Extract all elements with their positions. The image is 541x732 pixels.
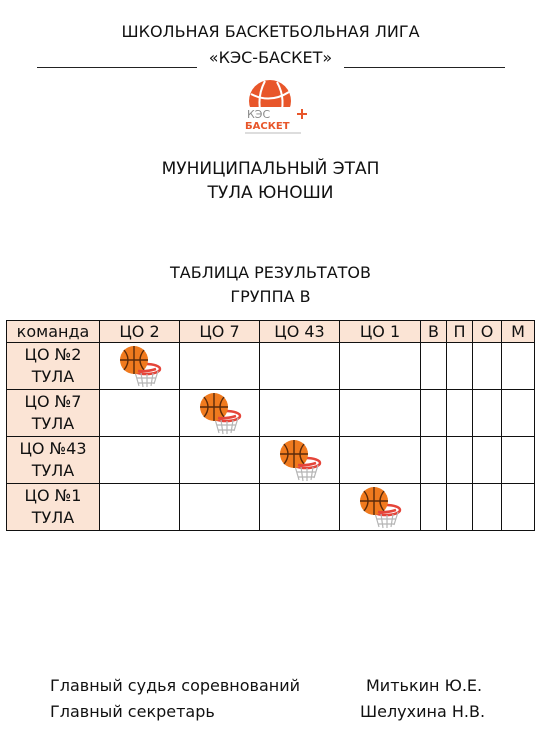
stat-cell [447,437,473,484]
col-place: М [502,321,535,343]
stat-cell [502,484,535,531]
result-cell [100,390,180,437]
chief-judge-name: Митькин Ю.Е. [366,676,483,695]
table-row [7,437,535,484]
stat-cell [473,484,502,531]
basketball-hoop-icon [276,439,324,483]
stat-cell [473,343,502,390]
left-underline [37,67,197,68]
stage-title [0,157,541,205]
team-cell [7,437,100,484]
header-row [7,321,535,343]
stat-cell [473,390,502,437]
team-city: ТУЛА [31,508,75,527]
stat-cell [421,437,447,484]
stat-cell [447,484,473,531]
table-row [7,343,535,390]
result-cell [260,343,340,390]
col-team: команда [7,321,100,343]
basketball-hoop-icon [116,345,164,389]
team-name: ЦО №43 [19,439,87,458]
result-cell [100,484,180,531]
team-name: ЦО №1 [24,486,82,505]
club-name: «КЭС-БАСКЕТ» [208,48,333,67]
basketball-hoop-icon [196,392,244,436]
chief-judge-label: Главный судья соревнований [50,676,301,695]
results-heading: ТАБЛИЦА РЕЗУЛЬТАТОВ [170,263,371,282]
team-cell [7,484,100,531]
stat-cell [473,437,502,484]
result-cell [340,390,421,437]
result-cell [260,390,340,437]
team-cell [7,343,100,390]
table-row [7,484,535,531]
result-cell [260,484,340,531]
team-city: ТУЛА [31,367,75,386]
chief-secretary-name: Шелухина Н.В. [360,702,486,721]
result-cell [180,484,260,531]
team-cell [7,390,100,437]
team-city: ТУЛА [31,461,75,480]
result-cell [340,343,421,390]
result-cell [180,343,260,390]
results-table [6,320,535,531]
col-co43: ЦО 43 [260,321,340,343]
kes-basket-logo [241,80,311,136]
result-cell [340,437,421,484]
col-co1: ЦО 1 [340,321,421,343]
club-line [37,48,505,70]
chief-secretary-label: Главный секретарь [50,702,215,721]
team-name: ЦО №2 [24,345,82,364]
stat-cell [447,390,473,437]
league-title: ШКОЛЬНАЯ БАСКЕТБОЛЬНАЯ ЛИГА [121,22,420,41]
diagonal-cell [180,390,260,437]
col-points: О [473,321,502,343]
stat-cell [421,390,447,437]
stat-cell [421,484,447,531]
col-losses: П [447,321,473,343]
basketball-hoop-icon [356,486,404,530]
svg-text:КЭС: КЭС [247,108,271,121]
col-co7: ЦО 7 [180,321,260,343]
stat-cell [502,390,535,437]
result-cell [100,437,180,484]
stat-cell [502,437,535,484]
diagonal-cell [100,343,180,390]
right-underline [344,67,505,68]
results-title [0,261,541,309]
col-co2: ЦО 2 [100,321,180,343]
table-row [7,390,535,437]
stat-cell [447,343,473,390]
group-heading: ГРУППА В [230,287,311,306]
result-cell [180,437,260,484]
team-city: ТУЛА [31,414,75,433]
stage-line-2: ТУЛА ЮНОШИ [207,183,334,203]
stat-cell [502,343,535,390]
diagonal-cell [260,437,340,484]
stat-cell [421,343,447,390]
stage-line-1: МУНИЦИПАЛЬНЫЙ ЭТАП [161,159,380,179]
team-name: ЦО №7 [24,392,82,411]
col-wins: В [421,321,447,343]
svg-text:БАСКЕТ: БАСКЕТ [245,121,290,132]
diagonal-cell [340,484,421,531]
